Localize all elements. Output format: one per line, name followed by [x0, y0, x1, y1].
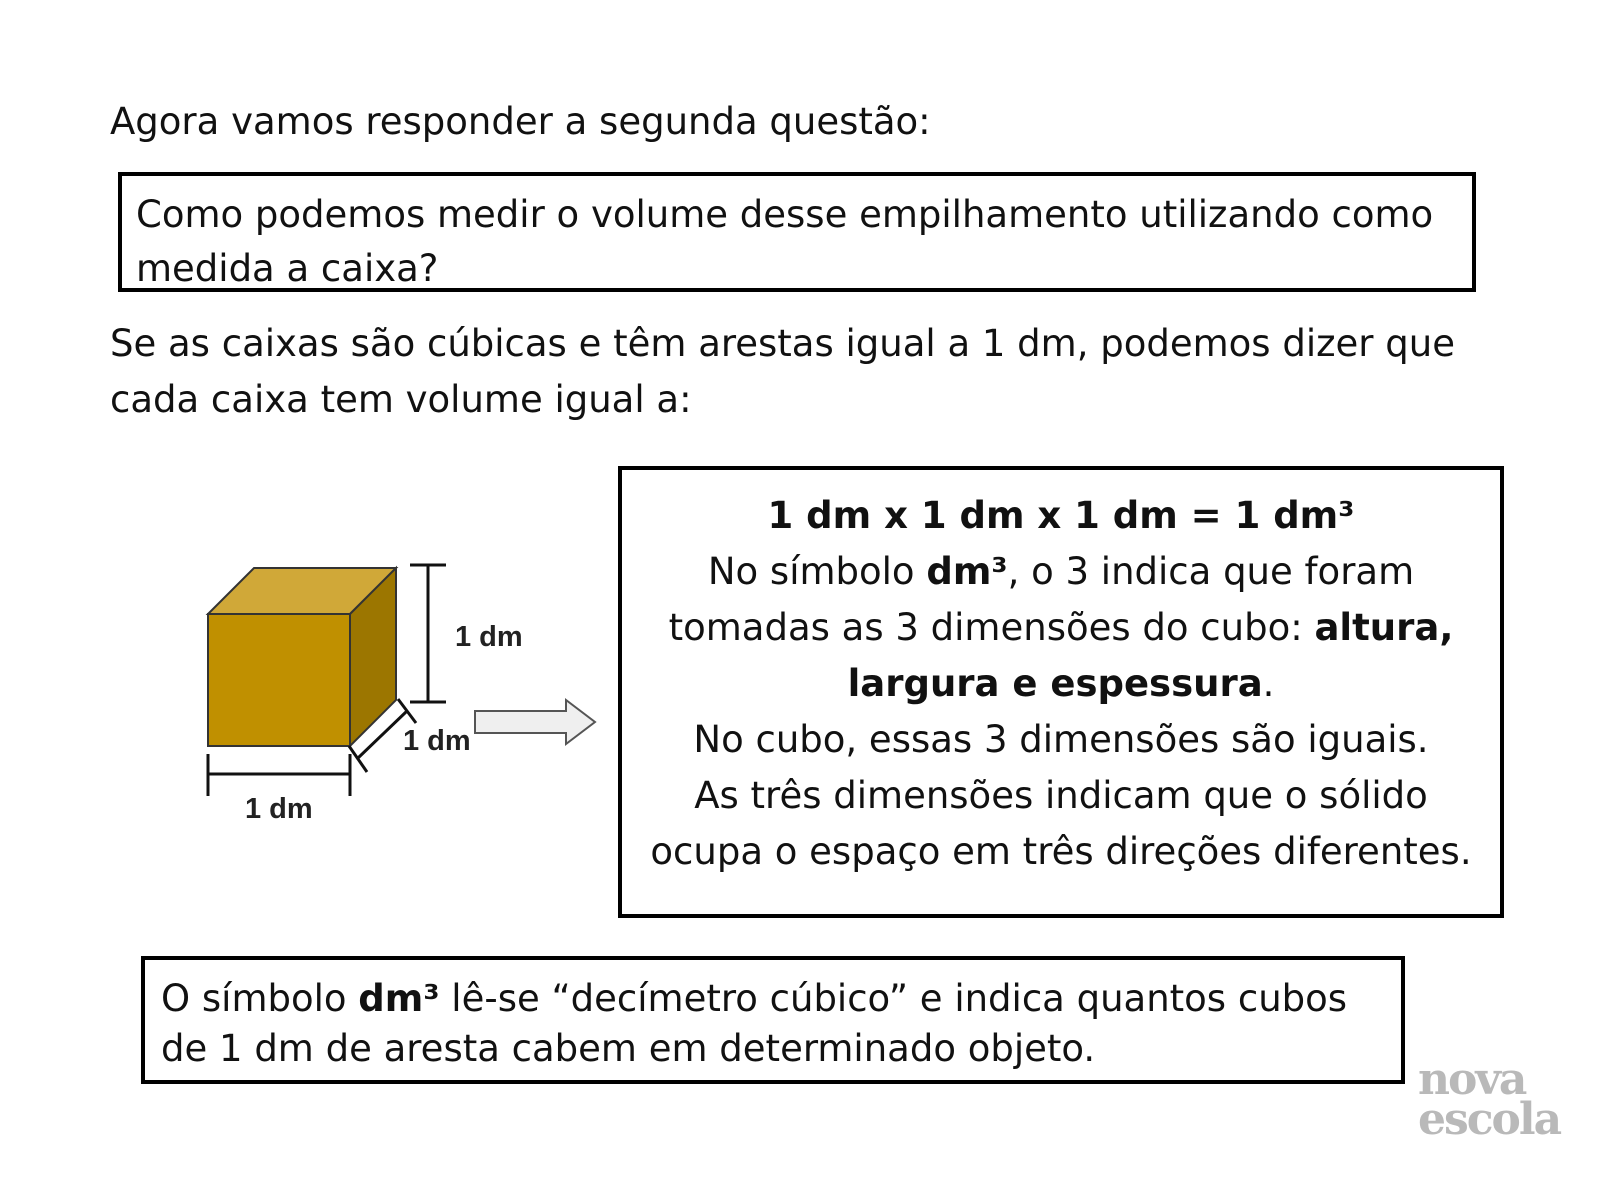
info-line-5: No cubo, essas 3 dimensões são iguais.: [693, 718, 1429, 761]
width-dimension: [208, 754, 350, 796]
cube-front-face: [208, 614, 350, 746]
question-text: Como podemos medir o volume desse empilhamento utilizando como medida a caixa?: [136, 193, 1434, 290]
formula: 1 dm x 1 dm x 1 dm = 1 dm³: [767, 494, 1355, 537]
logo-line-1: nova: [1418, 1054, 1526, 1105]
nova-escola-logo: [1418, 1054, 1578, 1145]
note-text: lê-se “decímetro cúbico” e indica quantos cubos de 1 dm de aresta cabem em determinado objeto.: [161, 977, 1348, 1070]
info-bold-text: largura e espessura: [847, 662, 1263, 705]
depth-label: 1 dm: [403, 725, 471, 757]
info-line-3: [632, 600, 1490, 656]
info-line-2: [632, 544, 1490, 600]
volume-info-box: [618, 466, 1504, 918]
question-box: [118, 172, 1476, 292]
height-dimension: [410, 565, 446, 702]
cube-figure: [200, 560, 610, 850]
info-bold-text: dm³: [926, 550, 1008, 593]
width-label: 1 dm: [245, 793, 313, 825]
info-bold-text: altura,: [1314, 606, 1454, 649]
formula-line: [632, 488, 1490, 544]
explanation-paragraph: Se as caixas são cúbicas e têm arestas igual a 1 dm, podemos dizer que cada caixa tem volume igual a:: [110, 322, 1455, 421]
info-text: No símbolo: [707, 550, 927, 593]
logo-line-2: escola: [1418, 1094, 1561, 1145]
info-line-6: As três dimensões indicam que o sólido: [694, 774, 1428, 817]
note-bold-text: dm³: [358, 977, 440, 1020]
note-text: O símbolo: [161, 977, 359, 1020]
cube-diagram: [200, 560, 610, 850]
height-label: 1 dm: [455, 621, 523, 653]
info-text: .: [1262, 662, 1275, 705]
info-text: , o 3 indica que foram: [1007, 550, 1415, 593]
info-text: tomadas as 3 dimensões do cubo:: [668, 606, 1315, 649]
definition-note-box: [141, 956, 1405, 1084]
info-line-7: ocupa o espaço em três direções diferentes.: [650, 830, 1472, 873]
info-line-4: [632, 656, 1490, 712]
intro-heading: Agora vamos responder a segunda questão:: [110, 100, 931, 143]
right-arrow-icon: [475, 700, 595, 744]
